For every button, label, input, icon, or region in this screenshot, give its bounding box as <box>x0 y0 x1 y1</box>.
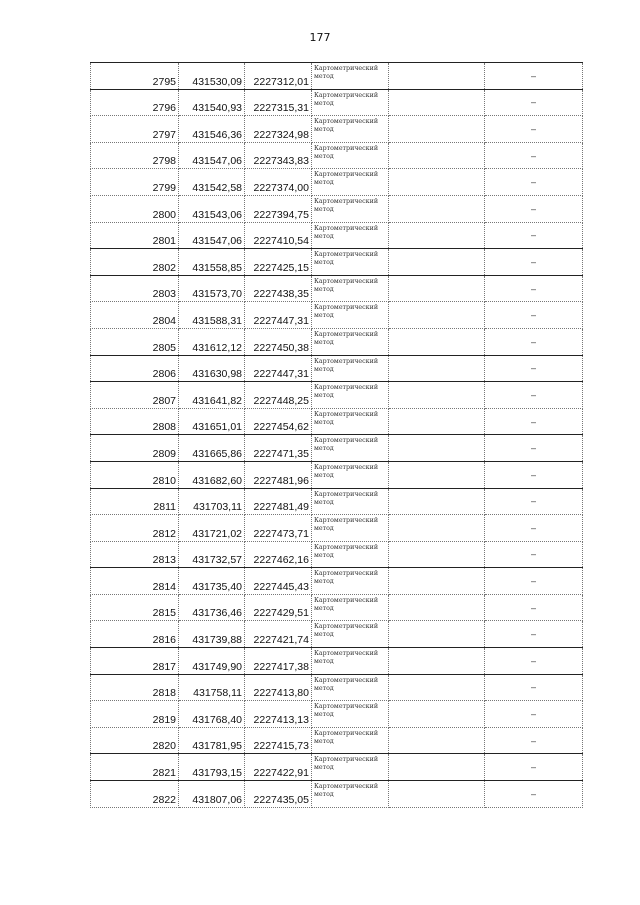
table-row <box>91 302 583 329</box>
empty-cell <box>389 249 485 276</box>
point-number-cell: 2804 <box>91 302 179 329</box>
note-cell: – <box>485 461 583 488</box>
y-coordinate-cell: 2227447,31 <box>245 302 312 329</box>
method-cell: Картометрический метод <box>312 781 389 808</box>
y-coordinate-cell: 2227438,35 <box>245 275 312 302</box>
note-cell: – <box>485 328 583 355</box>
method-cell: Картометрический метод <box>312 195 389 222</box>
empty-cell <box>389 594 485 621</box>
x-coordinate-cell: 431807,06 <box>179 781 245 808</box>
y-coordinate-cell: 2227417,38 <box>245 648 312 675</box>
y-coordinate-cell: 2227324,98 <box>245 116 312 143</box>
note-cell: – <box>485 594 583 621</box>
x-coordinate-cell: 431739,88 <box>179 621 245 648</box>
method-cell: Картометрический метод <box>312 621 389 648</box>
point-number-cell: 2801 <box>91 222 179 249</box>
point-number-cell: 2812 <box>91 515 179 542</box>
y-coordinate-cell: 2227450,38 <box>245 328 312 355</box>
point-number-cell: 2798 <box>91 142 179 169</box>
y-coordinate-cell: 2227429,51 <box>245 594 312 621</box>
method-cell: Картометрический метод <box>312 142 389 169</box>
method-cell: Картометрический метод <box>312 249 389 276</box>
x-coordinate-cell: 431703,11 <box>179 488 245 515</box>
y-coordinate-cell: 2227394,75 <box>245 195 312 222</box>
x-coordinate-cell: 431651,01 <box>179 408 245 435</box>
method-cell: Картометрический метод <box>312 461 389 488</box>
point-number-cell: 2810 <box>91 461 179 488</box>
table-row <box>91 435 583 462</box>
note-cell: – <box>485 621 583 648</box>
y-coordinate-cell: 2227454,62 <box>245 408 312 435</box>
table-row <box>91 63 583 90</box>
table-row <box>91 89 583 116</box>
point-number-cell: 2814 <box>91 568 179 595</box>
x-coordinate-cell: 431588,31 <box>179 302 245 329</box>
point-number-cell: 2797 <box>91 116 179 143</box>
method-cell: Картометрический метод <box>312 674 389 701</box>
table-row <box>91 594 583 621</box>
empty-cell <box>389 515 485 542</box>
note-cell: – <box>485 435 583 462</box>
empty-cell <box>389 328 485 355</box>
table-row <box>91 488 583 515</box>
method-cell: Картометрический метод <box>312 382 389 409</box>
y-coordinate-cell: 2227445,43 <box>245 568 312 595</box>
empty-cell <box>389 674 485 701</box>
method-cell: Картометрический метод <box>312 222 389 249</box>
table-row <box>91 328 583 355</box>
y-coordinate-cell: 2227447,31 <box>245 355 312 382</box>
y-coordinate-cell: 2227448,25 <box>245 382 312 409</box>
x-coordinate-cell: 431735,40 <box>179 568 245 595</box>
page-number: 177 <box>309 31 331 44</box>
table-row <box>91 116 583 143</box>
y-coordinate-cell: 2227343,83 <box>245 142 312 169</box>
y-coordinate-cell: 2227315,31 <box>245 89 312 116</box>
note-cell: – <box>485 382 583 409</box>
method-cell: Картометрический метод <box>312 594 389 621</box>
x-coordinate-cell: 431558,85 <box>179 249 245 276</box>
method-cell: Картометрический метод <box>312 355 389 382</box>
method-cell: Картометрический метод <box>312 302 389 329</box>
point-number-cell: 2806 <box>91 355 179 382</box>
x-coordinate-cell: 431641,82 <box>179 382 245 409</box>
table-row <box>91 408 583 435</box>
empty-cell <box>389 621 485 648</box>
note-cell: – <box>485 249 583 276</box>
x-coordinate-cell: 431543,06 <box>179 195 245 222</box>
point-number-cell: 2820 <box>91 727 179 754</box>
method-cell: Картометрический метод <box>312 488 389 515</box>
note-cell: – <box>485 515 583 542</box>
note-cell: – <box>485 169 583 196</box>
table-row <box>91 169 583 196</box>
note-cell: – <box>485 302 583 329</box>
note-cell: – <box>485 89 583 116</box>
y-coordinate-cell: 2227435,05 <box>245 781 312 808</box>
empty-cell <box>389 116 485 143</box>
table-row <box>91 674 583 701</box>
y-coordinate-cell: 2227312,01 <box>245 63 312 90</box>
empty-cell <box>389 382 485 409</box>
method-cell: Картометрический метод <box>312 754 389 781</box>
y-coordinate-cell: 2227374,00 <box>245 169 312 196</box>
empty-cell <box>389 355 485 382</box>
empty-cell <box>389 222 485 249</box>
point-number-cell: 2796 <box>91 89 179 116</box>
x-coordinate-cell: 431793,15 <box>179 754 245 781</box>
x-coordinate-cell: 431749,90 <box>179 648 245 675</box>
y-coordinate-cell: 2227410,54 <box>245 222 312 249</box>
point-number-cell: 2799 <box>91 169 179 196</box>
empty-cell <box>389 408 485 435</box>
table-row <box>91 781 583 808</box>
x-coordinate-cell: 431736,46 <box>179 594 245 621</box>
x-coordinate-cell: 431768,40 <box>179 701 245 728</box>
empty-cell <box>389 461 485 488</box>
table-row <box>91 701 583 728</box>
table-row <box>91 382 583 409</box>
table-row <box>91 621 583 648</box>
empty-cell <box>389 169 485 196</box>
note-cell: – <box>485 355 583 382</box>
note-cell: – <box>485 727 583 754</box>
y-coordinate-cell: 2227421,74 <box>245 621 312 648</box>
point-number-cell: 2807 <box>91 382 179 409</box>
point-number-cell: 2818 <box>91 674 179 701</box>
note-cell: – <box>485 195 583 222</box>
note-cell: – <box>485 142 583 169</box>
method-cell: Картометрический метод <box>312 408 389 435</box>
note-cell: – <box>485 408 583 435</box>
x-coordinate-cell: 431721,02 <box>179 515 245 542</box>
table-row <box>91 142 583 169</box>
method-cell: Картометрический метод <box>312 435 389 462</box>
x-coordinate-cell: 431682,60 <box>179 461 245 488</box>
table-row <box>91 754 583 781</box>
x-coordinate-cell: 431612,12 <box>179 328 245 355</box>
y-coordinate-cell: 2227413,80 <box>245 674 312 701</box>
empty-cell <box>389 568 485 595</box>
note-cell: – <box>485 674 583 701</box>
empty-cell <box>389 142 485 169</box>
empty-cell <box>389 648 485 675</box>
y-coordinate-cell: 2227481,49 <box>245 488 312 515</box>
empty-cell <box>389 541 485 568</box>
x-coordinate-cell: 431542,58 <box>179 169 245 196</box>
x-coordinate-cell: 431781,95 <box>179 727 245 754</box>
table-row <box>91 275 583 302</box>
point-number-cell: 2813 <box>91 541 179 568</box>
table-row <box>91 727 583 754</box>
table-row <box>91 541 583 568</box>
point-number-cell: 2816 <box>91 621 179 648</box>
y-coordinate-cell: 2227462,16 <box>245 541 312 568</box>
method-cell: Картометрический метод <box>312 568 389 595</box>
table-row <box>91 568 583 595</box>
empty-cell <box>389 727 485 754</box>
x-coordinate-cell: 431732,57 <box>179 541 245 568</box>
point-number-cell: 2805 <box>91 328 179 355</box>
point-number-cell: 2809 <box>91 435 179 462</box>
table-row <box>91 515 583 542</box>
note-cell: – <box>485 63 583 90</box>
empty-cell <box>389 754 485 781</box>
empty-cell <box>389 275 485 302</box>
note-cell: – <box>485 116 583 143</box>
method-cell: Картометрический метод <box>312 169 389 196</box>
method-cell: Картометрический метод <box>312 727 389 754</box>
empty-cell <box>389 701 485 728</box>
y-coordinate-cell: 2227471,35 <box>245 435 312 462</box>
y-coordinate-cell: 2227425,15 <box>245 249 312 276</box>
x-coordinate-cell: 431630,98 <box>179 355 245 382</box>
coordinates-table-body <box>91 63 583 808</box>
point-number-cell: 2800 <box>91 195 179 222</box>
method-cell: Картометрический метод <box>312 116 389 143</box>
point-number-cell: 2819 <box>91 701 179 728</box>
point-number-cell: 2795 <box>91 63 179 90</box>
note-cell: – <box>485 541 583 568</box>
x-coordinate-cell: 431573,70 <box>179 275 245 302</box>
point-number-cell: 2822 <box>91 781 179 808</box>
method-cell: Картометрический метод <box>312 328 389 355</box>
table-row <box>91 249 583 276</box>
note-cell: – <box>485 488 583 515</box>
x-coordinate-cell: 431547,06 <box>179 142 245 169</box>
note-cell: – <box>485 275 583 302</box>
note-cell: – <box>485 701 583 728</box>
table-row <box>91 461 583 488</box>
empty-cell <box>389 63 485 90</box>
y-coordinate-cell: 2227481,96 <box>245 461 312 488</box>
x-coordinate-cell: 431665,86 <box>179 435 245 462</box>
note-cell: – <box>485 781 583 808</box>
note-cell: – <box>485 568 583 595</box>
y-coordinate-cell: 2227415,73 <box>245 727 312 754</box>
note-cell: – <box>485 222 583 249</box>
method-cell: Картометрический метод <box>312 63 389 90</box>
point-number-cell: 2815 <box>91 594 179 621</box>
point-number-cell: 2808 <box>91 408 179 435</box>
x-coordinate-cell: 431540,93 <box>179 89 245 116</box>
y-coordinate-cell: 2227473,71 <box>245 515 312 542</box>
table-row <box>91 355 583 382</box>
point-number-cell: 2803 <box>91 275 179 302</box>
point-number-cell: 2817 <box>91 648 179 675</box>
y-coordinate-cell: 2227422,91 <box>245 754 312 781</box>
empty-cell <box>389 435 485 462</box>
coordinates-table <box>90 62 583 808</box>
empty-cell <box>389 89 485 116</box>
note-cell: – <box>485 754 583 781</box>
empty-cell <box>389 195 485 222</box>
empty-cell <box>389 488 485 515</box>
x-coordinate-cell: 431758,11 <box>179 674 245 701</box>
method-cell: Картометрический метод <box>312 275 389 302</box>
y-coordinate-cell: 2227413,13 <box>245 701 312 728</box>
point-number-cell: 2802 <box>91 249 179 276</box>
point-number-cell: 2821 <box>91 754 179 781</box>
method-cell: Картометрический метод <box>312 648 389 675</box>
x-coordinate-cell: 431530,09 <box>179 63 245 90</box>
point-number-cell: 2811 <box>91 488 179 515</box>
method-cell: Картометрический метод <box>312 541 389 568</box>
empty-cell <box>389 302 485 329</box>
method-cell: Картометрический метод <box>312 515 389 542</box>
table-row <box>91 222 583 249</box>
empty-cell <box>389 781 485 808</box>
x-coordinate-cell: 431546,36 <box>179 116 245 143</box>
note-cell: – <box>485 648 583 675</box>
method-cell: Картометрический метод <box>312 89 389 116</box>
table-row <box>91 648 583 675</box>
table-row <box>91 195 583 222</box>
x-coordinate-cell: 431547,06 <box>179 222 245 249</box>
method-cell: Картометрический метод <box>312 701 389 728</box>
